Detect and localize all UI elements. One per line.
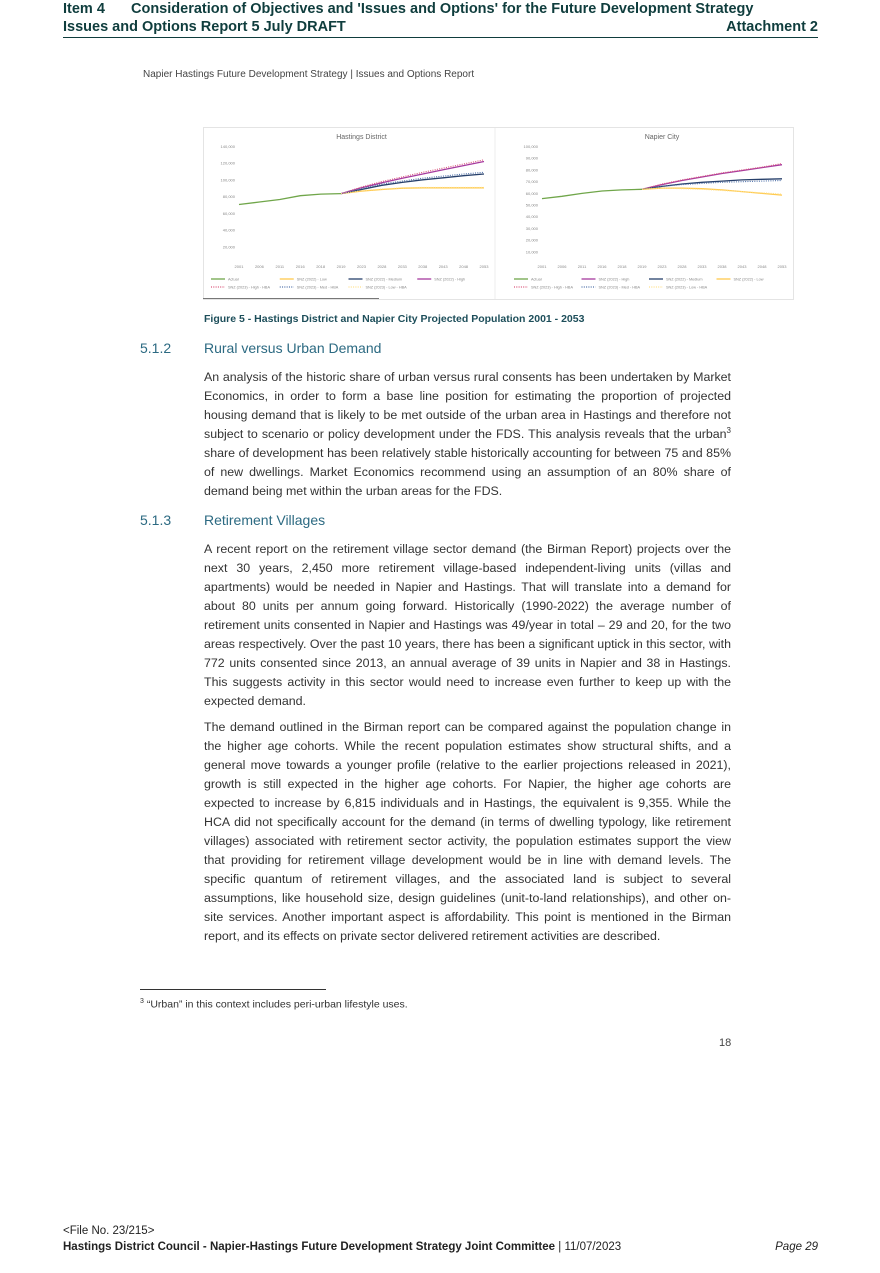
committee-name: Hastings District Council - Napier-Hastings Future Development Strategy Joint Committee (63, 1241, 556, 1253)
x-tick-label: 2001 (537, 264, 547, 269)
legend-label: SNZ (2022) - High (434, 277, 466, 282)
report-page-number: 18 (719, 1037, 732, 1049)
x-tick-label: 2053 (479, 264, 489, 269)
x-tick-label: 2033 (397, 264, 407, 269)
x-tick-label: 2019 (637, 264, 647, 269)
paragraph-text: The demand outlined in the Birman report can be compared against the population change in the higher age cohorts. While the recent population estimates show structural shifts, and a general move towards a younger profile (relative to the earlier projections released in 2021), growth is still expected in the higher age cohorts. For Napier, the higher age cohorts are expected to increase by 6,815 individuals and in Hastings, the equivalent is 9,355. While the HCA did not specifically account for the demand (in terms of dwelling typology, like retirement villages) associated with retirement sector activity, the population estimates support the view that providing for retirement village development would be in line with demand levels. The specific quantum of retirement villages, and the associated land is subject to several assumptions, like household size, design guidelines (unit-to-land relationships), and other on-site services. Another important aspect is affordability. This point is mentioned in the Birman report, and its effects on private sector delivered retirement activities are described. (204, 720, 731, 943)
population-charts (204, 128, 793, 299)
paragraph-retirement-2 (204, 718, 731, 946)
legend-label: SNZ (2022) - Low (733, 277, 764, 282)
x-tick-label: 2038 (717, 264, 727, 269)
y-tick-label: 60,000 (525, 190, 538, 196)
legend-label: SNZ (2022) - Medium (666, 277, 703, 282)
legend-label: SNZ (2023) - Low - HBA (666, 285, 708, 290)
x-tick-label: 2006 (254, 264, 264, 269)
figure-caption: Figure 5 - Hastings District and Napier City Projected Population 2001 - 2053 (204, 313, 585, 325)
legend-label: SNZ (2023) - Med - HBA (598, 285, 641, 290)
y-tick-label: 90,000 (525, 155, 538, 161)
meeting-date: 11/07/2023 (564, 1241, 622, 1253)
y-tick-label: 120,000 (220, 160, 235, 166)
x-tick-label: 2048 (459, 264, 469, 269)
footer-page: Page 29 (775, 1241, 818, 1253)
x-tick-label: 2048 (757, 264, 767, 269)
paragraph-rural-urban (204, 368, 731, 501)
chart-title: Hastings District (336, 134, 387, 141)
figure-rule (203, 298, 379, 299)
y-tick-label: 50,000 (525, 202, 538, 208)
legend-label: Actual (531, 277, 542, 282)
footer-separator: | (558, 1241, 562, 1253)
section-number: 5.1.3 (140, 512, 172, 528)
x-tick-label: 2016 (597, 264, 607, 269)
y-tick-label: 40,000 (525, 214, 538, 220)
footnote-rule (140, 989, 326, 990)
x-tick-label: 2043 (737, 264, 747, 269)
series-line-0 (542, 189, 642, 198)
legend-label: SNZ (2022) - High (598, 277, 630, 282)
footnote (140, 998, 408, 1011)
y-tick-label: 20,000 (222, 244, 235, 250)
y-tick-label: 140,000 (220, 144, 235, 149)
y-tick-label: 70,000 (525, 179, 538, 185)
x-tick-label: 2018 (316, 264, 326, 269)
y-tick-label: 20,000 (525, 237, 538, 243)
section-title: Retirement Villages (204, 512, 326, 528)
series-line-0 (239, 194, 341, 205)
y-tick-label: 100,000 (220, 177, 235, 183)
x-tick-label: 2028 (377, 264, 387, 269)
chart-hastings (211, 134, 489, 290)
paragraph-text: A recent report on the retirement village sector demand (the Birman Report) projects over the next 30 years, 2,450 more retirement village-based independent-living units (villas and apartments) would be needed in Napier and Hastings. That will translate into a demand for about 80 units per annum going forward. Historically (1990-2022) the average number of retirement units consented in Napier and Hastings was 49/year in total – 29 and 20, for the two areas respectively. Over the past 10 years, there has been a significant uptick in this sector, with 772 units consented since 2013, an annual average of 39 units in Napier and 38 in Hastings. This suggests activity in this sector would need to increase even further to keep up with the expected demand. (204, 542, 731, 708)
legend-label: SNZ (2022) - Medium (365, 277, 403, 282)
section-heading-retirement (140, 512, 325, 528)
footer-committee (63, 1241, 621, 1253)
x-tick-label: 2011 (577, 264, 587, 269)
x-tick-label: 2016 (295, 264, 305, 269)
footnote-text: “Urban” in this context includes peri-urban lifestyle uses. (143, 998, 408, 1011)
x-tick-label: 2033 (697, 264, 707, 269)
x-tick-label: 2001 (234, 264, 244, 269)
x-tick-label: 2006 (557, 264, 567, 269)
section-number: 5.1.2 (140, 340, 172, 356)
footnote-number: 3 (140, 998, 144, 1005)
x-tick-label: 2023 (657, 264, 667, 269)
paragraph-text: share of development has been relatively stable historically accounting for between 75 and 85% of new dwellings. Market Economics recommend using an assumption of an 80% share of demand being met within the urban areas for the FDS. (204, 446, 731, 498)
item-title: Consideration of Objectives and 'Issues and Options' for the Future Development Strategy (131, 1, 754, 17)
legend-label: SNZ (2023) - Med - HBA (296, 285, 339, 290)
attachment-label: Attachment 2 (726, 19, 818, 35)
report-title: Issues and Options Report 5 July DRAFT (63, 19, 346, 35)
legend-label: Actual (228, 277, 239, 282)
legend-label: SNZ (2023) - High - HBA (228, 285, 270, 290)
y-tick-label: 60,000 (222, 210, 235, 216)
agenda-header (63, 0, 818, 38)
x-tick-label: 2038 (418, 264, 428, 269)
series-line-3 (642, 188, 782, 195)
y-tick-label: 80,000 (222, 194, 235, 200)
x-tick-label: 2028 (677, 264, 687, 269)
y-tick-label: 40,000 (222, 227, 235, 233)
paragraph-retirement-1 (204, 540, 731, 711)
chart-title: Napier City (644, 134, 680, 141)
x-tick-label: 2023 (357, 264, 366, 269)
report-title-line (63, 18, 818, 38)
footer (63, 1241, 818, 1253)
series-line-1 (642, 165, 782, 190)
population-figure (203, 127, 794, 300)
legend-label: SNZ (2022) - Low (296, 277, 327, 282)
x-tick-label: 2053 (777, 264, 787, 269)
y-tick-label: 100,000 (523, 144, 538, 149)
x-tick-label: 2019 (336, 264, 346, 269)
agenda-item-line (63, 0, 818, 18)
section-heading-rural-urban (140, 340, 381, 356)
x-tick-label: 2011 (275, 264, 285, 269)
running-header: Napier Hastings Future Development Strategy | Issues and Options Report (143, 69, 475, 80)
x-tick-label: 2043 (438, 264, 448, 269)
item-label: Item 4 (63, 1, 105, 17)
file-number: <File No. 23/215> (63, 1225, 155, 1237)
section-title: Rural versus Urban Demand (204, 340, 382, 356)
legend-label: SNZ (2023) - Low - HBA (365, 285, 407, 290)
x-tick-label: 2018 (617, 264, 627, 269)
legend-label: SNZ (2023) - High - HBA (531, 285, 573, 290)
footnote-ref[interactable]: 3 (726, 425, 731, 435)
chart-napier (514, 134, 787, 290)
paragraph-text: An analysis of the historic share of urban versus rural consents has been undertaken by Market Economics, in order to form a base line position for estimating the proportion of projected housing demand that is likely to be met outside of the urban area in Hastings and therefore not subject to scenario or policy development under the FDS. This analysis reveals that the urban (204, 370, 731, 441)
y-tick-label: 80,000 (525, 167, 538, 173)
y-tick-label: 10,000 (525, 249, 538, 255)
y-tick-label: 30,000 (525, 225, 538, 231)
